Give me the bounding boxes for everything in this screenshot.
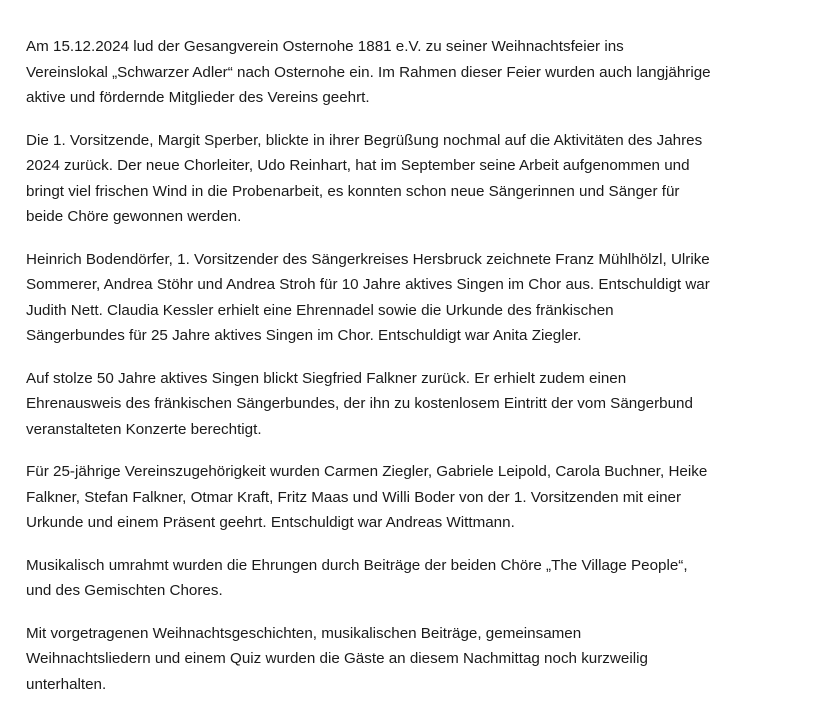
paragraph-line: Sängerbundes für 25 Jahre aktives Singen im Chor. Entschuldigt war Anita Ziegler. bbox=[26, 327, 582, 344]
paragraph-line: Ehrenausweis des fränkischen Sängerbundes, der ihn zu kostenlosem Eintritt der vom Sängerbund bbox=[26, 395, 693, 412]
paragraph-line: Die 1. Vorsitzende, Margit Sperber, blickte in ihrer Begrüßung nochmal auf die Aktivitäten des Jahres bbox=[26, 131, 703, 149]
paragraph-line: Musikalisch umrahmt wurden die Ehrungen durch Beiträge der beiden Chöre „The Village People“, bbox=[26, 556, 688, 574]
paragraph-line: Heinrich Bodendörfer, 1. Vorsitzender des Sängerkreises Hersbruck zeichnete Franz Mühlhölzl, Ulrike bbox=[26, 250, 710, 268]
paragraph-line: Sommerer, Andrea Stöhr und Andrea Stroh für 10 Jahre aktives Singen im Chor aus. Entschuldigt war bbox=[26, 276, 710, 293]
paragraph-line: bringt viel frischen Wind in die Probenarbeit, es konnten schon neue Sängerinnen und Sänger für bbox=[26, 182, 680, 200]
paragraph-line: und des Gemischten Chores. bbox=[26, 582, 223, 599]
paragraph-line: Judith Nett. Claudia Kessler erhielt eine Ehrennadel sowie die Urkunde des fränkischen bbox=[26, 301, 614, 319]
paragraph-1 bbox=[26, 34, 801, 111]
paragraph-line: Für 25-jährige Vereinszugehörigkeit wurden Carmen Ziegler, Gabriele Leipold, Carola Buchner, Heike bbox=[26, 463, 708, 480]
paragraph-6 bbox=[26, 553, 801, 604]
paragraph-line: veranstalteten Konzerte berechtigt. bbox=[26, 420, 262, 438]
paragraph-line: Falkner, Stefan Falkner, Otmar Kraft, Fritz Maas und Willi Boder von der 1. Vorsitzenden mit einer bbox=[26, 488, 682, 506]
paragraph-line: Weihnachtsliedern und einem Quiz wurden die Gäste an diesem Nachmittag noch kurzweilig bbox=[26, 650, 648, 667]
paragraph-line: unterhalten. bbox=[26, 675, 107, 693]
paragraph-7 bbox=[26, 621, 801, 698]
paragraph-4 bbox=[26, 366, 801, 443]
paragraph-3 bbox=[26, 247, 801, 349]
paragraph-line: Auf stolze 50 Jahre aktives Singen blickt Siegfried Falkner zurück. Er erhielt zudem einen bbox=[26, 369, 627, 387]
paragraph-line: Urkunde und einem Präsent geehrt. Entschuldigt war Andreas Wittmann. bbox=[26, 514, 515, 531]
paragraph-line: Vereinslokal „Schwarzer Adler“ nach Osternohe ein. Im Rahmen dieser Feier wurden auch langjährige bbox=[26, 63, 711, 81]
paragraph-2 bbox=[26, 128, 801, 230]
paragraph-line: aktive und fördernde Mitglieder des Vereins geehrt. bbox=[26, 89, 370, 106]
paragraph-line: Mit vorgetragenen Weihnachtsgeschichten, musikalischen Beiträge, gemeinsamen bbox=[26, 624, 582, 642]
paragraph-line: Am 15.12.2024 lud der Gesangverein Osternohe 1881 e.V. zu seiner Weihnachtsfeier ins bbox=[26, 38, 624, 55]
paragraph-line: 2024 zurück. Der neue Chorleiter, Udo Reinhart, hat im September seine Arbeit aufgenommen und bbox=[26, 157, 690, 174]
paragraph-5 bbox=[26, 459, 801, 536]
paragraph-line: beide Chöre gewonnen werden. bbox=[26, 208, 242, 225]
